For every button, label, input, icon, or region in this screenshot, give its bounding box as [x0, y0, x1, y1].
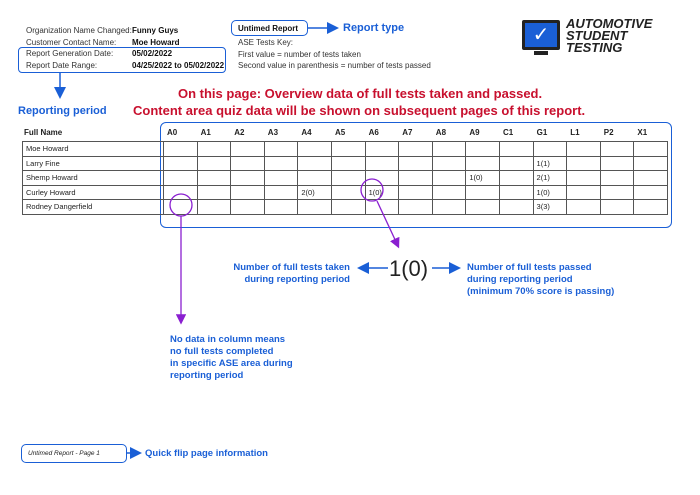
arrow-sample [377, 201, 398, 246]
field-value: Funny Guys [132, 26, 179, 35]
column-header-a3: A3 [267, 128, 279, 137]
column-header-x1: X1 [637, 128, 648, 137]
score-cell: 2(0) [298, 185, 332, 200]
monitor-check-icon: ✓ [522, 20, 560, 50]
name-cell: Curley Howard [23, 185, 164, 200]
reporting-period-annotation: Reporting period [18, 105, 107, 117]
report-type: Untimed Report [238, 24, 298, 33]
column-header-a7: A7 [402, 128, 413, 137]
report-type-annotation: Report type [343, 22, 405, 34]
taken-annotation: Number of full tests taken during reporting period [233, 262, 350, 285]
score-cell: 1(0) [365, 185, 399, 200]
column-header-g1: G1 [536, 128, 548, 137]
key-title: ASE Tests Key: [238, 38, 293, 47]
field-label: Customer Contact Name: [26, 37, 117, 47]
name-cell: Shemp Howard [23, 171, 164, 186]
column-header-a6: A6 [368, 128, 379, 137]
notice-line-1: On this page: Overview data of full tests taken and passed. [178, 86, 543, 101]
highlight-circle-sample [361, 179, 383, 201]
column-header-c1: C1 [503, 128, 514, 137]
score-cell: 1(0) [533, 185, 567, 200]
column-header-a5: A5 [335, 128, 346, 137]
column-header-a8: A8 [435, 128, 447, 137]
field-value: Moe Howard [132, 37, 180, 47]
sample-value: 1(0) [389, 256, 429, 281]
field-label: Organization Name Changed: [26, 26, 132, 35]
key-line-2: Second value in parenthesis = number of tests passed [238, 61, 431, 70]
name-cell: Larry Fine [23, 156, 164, 171]
column-header-a1: A1 [200, 128, 211, 137]
full-name-header: Full Name [24, 128, 63, 137]
page-label: Untimed Report - Page 1 [28, 450, 100, 457]
score-cell: 1(0) [466, 171, 500, 186]
name-cell: Moe Howard [23, 142, 164, 157]
field-label: Report Generation Date: [26, 49, 114, 58]
field-label: Report Date Range: [26, 60, 98, 70]
logo: ✓ AUTOMOTIVE STUDENT TESTING [522, 18, 662, 60]
column-header-a2: A2 [234, 128, 245, 137]
field-value: 05/02/2022 [132, 49, 173, 58]
score-cell: 3(3) [533, 200, 567, 215]
key-line-1: First value = number of tests taken [238, 50, 361, 59]
score-cell: 2(1) [533, 171, 567, 186]
no-data-annotation: No data in column means no full tests completed in specific ASE area during reporting period [170, 334, 293, 381]
quick-flip-annotation: Quick flip page information [145, 448, 268, 459]
column-header-a4: A4 [301, 128, 312, 137]
column-header-p2: P2 [603, 128, 614, 137]
field-value: 04/25/2022 to 05/02/2022 [132, 60, 225, 70]
column-header-a9: A9 [469, 128, 480, 137]
score-cell: 1(1) [533, 156, 567, 171]
highlight-circle-empty [170, 194, 192, 216]
column-header-l1: L1 [570, 128, 580, 137]
name-cell: Rodney Dangerfield [23, 200, 164, 215]
column-header-a0: A0 [167, 128, 178, 137]
notice-line-2: Content area quiz data will be shown on subsequent pages of this report. [133, 103, 586, 118]
passed-annotation: Number of full tests passed during reporting period (minimum 70% score is passing) [467, 262, 615, 297]
